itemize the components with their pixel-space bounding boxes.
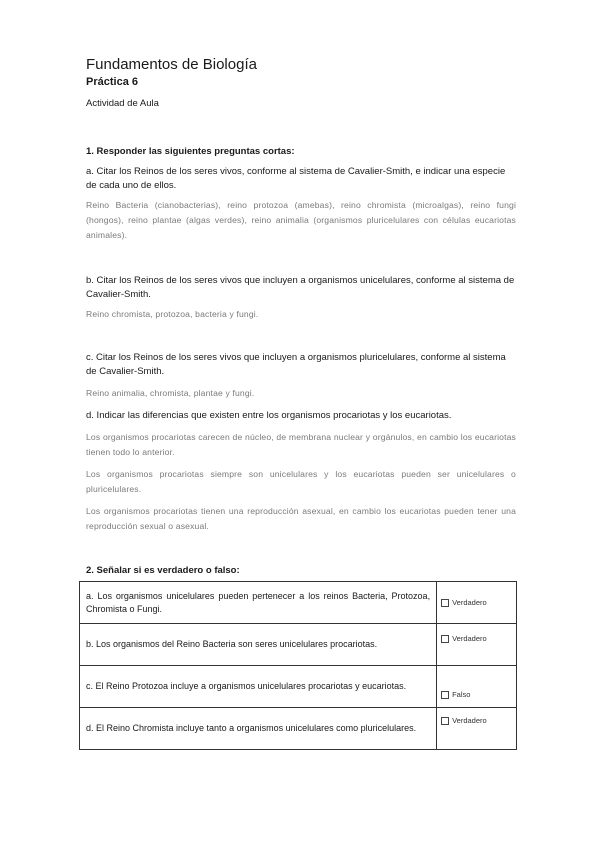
statement-c: c. El Reino Protozoa incluye a organismos unicelulares procariotas y eucariotas. [80,666,437,708]
option-cell-a [437,582,517,624]
statement-a: a. Los organismos unicelulares pueden pertenecer a los reinos Bacteria, Protozoa, Chromista o Fungi. [80,582,437,624]
answer-c: Reino animalia, chromista, plantae y fungi. [86,388,255,398]
question-b: b. Citar los Reinos de los seres vivos que incluyen a organismos unicelulares, conforme al sistema de Cavalier-Smith. [86,275,515,300]
statement-d: d. El Reino Chromista incluye tanto a organismos unicelulares como pluricelulares. [80,708,437,750]
option-cell-d [437,708,517,750]
option-label-c: Falso [452,690,471,699]
answer-b: Reino chromista, protozoa, bacteria y fungi. [86,309,259,319]
section-1-heading: 1. Responder las siguientes preguntas cortas: [86,146,295,157]
table-row [80,666,517,708]
section-2-heading: 2. Señalar si es verdadero o falso: [86,565,240,576]
true-false-table [79,581,517,750]
answer-d-2: Los organismos procariotas siempre son unicelulares y los eucariotas pueden ser unicelulares o pluricelulares. [86,469,516,494]
table-row [80,582,517,624]
option-cell-b [437,624,517,666]
checkbox-b[interactable] [441,635,449,643]
table-row [80,624,517,666]
activity-label: Actividad de Aula [86,98,159,109]
question-c: c. Citar los Reinos de los seres vivos que incluyen a organismos pluricelulares, conforme al sistema de Cavalier-Smith. [86,352,506,377]
question-d: d. Indicar las diferencias que existen entre los organismos procariotas y los eucariotas. [86,410,452,421]
checkbox-c[interactable] [441,691,449,699]
statement-b: b. Los organismos del Reino Bacteria son seres unicelulares procariotas. [80,624,437,666]
option-cell-c [437,666,517,708]
document-subtitle: Práctica 6 [86,76,138,88]
answer-a: Reino Bacteria (cianobacterias), reino protozoa (amebas), reino chromista (microalgas), reino fungi (hongos), reino plantae (algas verdes), reino animalia (organismos pluricelulares con células eucariotas animales). [86,200,516,240]
document-title: Fundamentos de Biología [86,56,257,73]
question-a: a. Citar los Reinos de los seres vivos, conforme al sistema de Cavalier-Smith, e indicar una especie de cada uno de ellos. [86,166,506,191]
answer-d-3: Los organismos procariotas tienen una reproducción asexual, en cambio los eucariotas pueden tener una reproducción sexual o asexual. [86,506,516,531]
checkbox-a[interactable] [441,599,449,607]
answer-d-1: Los organismos procariotas carecen de núcleo, de membrana nuclear y orgánulos, en cambio los eucariotas tienen todo lo anterior. [86,432,516,457]
option-label-b: Verdadero [452,634,487,644]
option-label-a: Verdadero [452,598,487,608]
table-row [80,708,517,750]
checkbox-d[interactable] [441,717,449,725]
option-label-d: Verdadero [452,716,487,726]
